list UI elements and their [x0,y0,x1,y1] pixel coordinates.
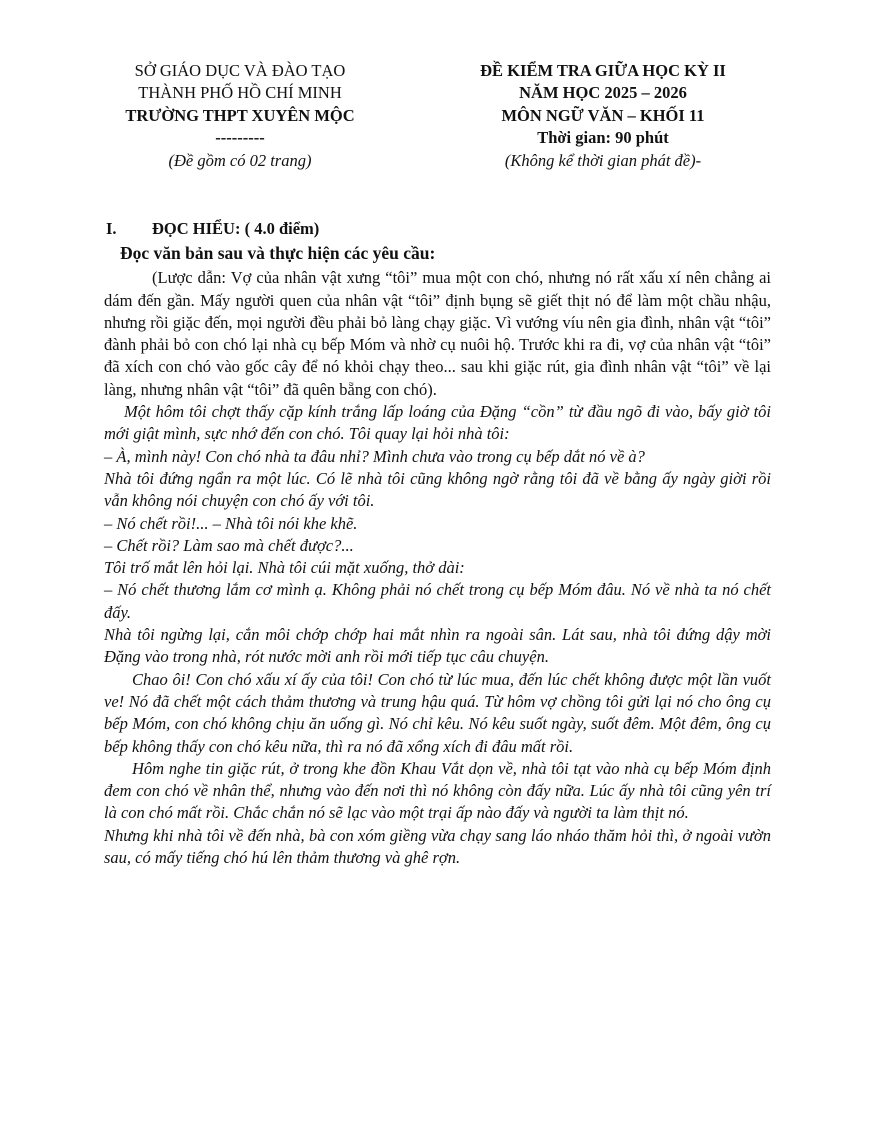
passage-paragraph: Một hôm tôi chợt thấy cặp kính trắng lấp loáng của Đặng “cồn” từ đầu ngõ đi vào, bấy giờ tôi mới giật mình, sực nhớ đến con chó. Tôi quay lại hỏi nhà tôi: [104,402,771,444]
passage-paragraph: Nhà tôi ngừng lại, cắn môi chớp chớp hai mắt nhìn ra ngoài sân. Lát sau, nhà tôi đứng dậy mời Đặng vào trong nhà, rót nước mời anh rồi mới tiếp tục câu chuyện. [104,625,771,667]
passage-paragraph: Nhưng khi nhà tôi về đến nhà, bà con xóm giềng vừa chạy sang láo nháo thăm hỏi thì, ở ngoài vườn sau, có mấy tiếng chó hú lên thảm thương và ghê rợn. [104,825,771,868]
exam-title: ĐỀ KIỂM TRA GIỮA HỌC KỲ II [480,61,726,80]
passage-paragraph: – Nó chết thương lắm cơ mình ạ. Không phải nó chết trong cụ bếp Móm đâu. Nó về nhà ta nó chết đấy. [104,580,771,622]
city-name: THÀNH PHỐ HỒ CHÍ MINH [138,83,342,103]
exam-header [0,60,875,190]
passage-summary: (Lược dẫn: Vợ của nhân vật xưng “tôi” mua một con chó, nhưng nó rất xấu xí nên chẳng ai dám đến gần. Mấy người quen của nhân vật “tôi” định bụng sẽ giết thịt nó để làm một chầu nhậu, nhưng rồi giặc đến, mọi người đều phải bỏ làng chạy giặc. Vì vướng víu nên gia đình, nhân vật “tôi” đành phải bỏ con chó lại nhà cụ bếp Móm và nhờ cụ nuôi hộ. Trước khi ra đi, vợ của nhân vật “tôi” đã xích con chó vào gốc cây để nó khỏi chạy theo... sau khi giặc rút, gia đình nhân vật “tôi” về lại làng, nhưng nhân vật “tôi” đã quên bẵng con chó). [104,268,771,399]
exam-info [438,60,768,172]
passage-paragraph: Chao ôi! Con chó xấu xí ấy của tôi! Con chó từ lúc mua, đến lúc chết không được một lần vuốt ve! Nó đã chết một cách thảm thương và trung hậu quá. Từ hôm vợ chồng tôi gửi lại nó cho ông cụ bếp Móm, con chó không chịu ăn uống gì. Nó chỉ kêu. Nó kêu suốt ngày, suốt đêm. Một đêm, ông cụ bếp không thấy con chó kêu nữa, thì ra nó đã xổng xích đi đâu mất rồi. [104,669,771,756]
header-divider: --------- [215,128,265,148]
passage-paragraph: Hôm nghe tin giặc rút, ở trong khe đồn Khau Vắt dọn về, nhà tôi tạt vào nhà cụ bếp Móm định đem con chó về nhân thể, nhưng vào đến nơi thì nó không còn đấy nữa. Lúc ấy nhà tôi cũng yên trí là con chó mất rồi. Chắc chắn nó sẽ lạc vào một trại ấp nào đấy và người ta làm thịt nó. [104,758,771,823]
subject-grade: MÔN NGỮ VĂN – KHỐI 11 [501,105,705,125]
exam-duration: Thời gian: 90 phút [537,128,669,148]
school-info [95,60,385,172]
school-name: TRƯỜNG THPT XUYÊN MỘC [125,105,355,125]
school-year: NĂM HỌC 2025 – 2026 [519,83,687,103]
section-title: ĐỌC HIỂU: ( 4.0 điểm) [152,219,320,238]
passage-paragraph: – À, mình này! Con chó nhà ta đâu nhỉ? Mình chưa vào trong cụ bếp dắt nó về à? [104,446,645,466]
passage-paragraph: Nhà tôi đứng ngẩn ra một lúc. Có lẽ nhà tôi cũng không ngờ rằng tôi đã về bằng ấy ngày giời rồi vẫn không nói chuyện con chó ấy với tôi. [104,468,771,511]
exam-content [104,218,771,869]
page-count-note: (Đề gồm có 02 trang) [168,150,312,170]
passage-paragraph: – Nó chết rồi!... – Nhà tôi nói khe khẽ. [104,513,358,533]
passage-paragraph: Tôi trố mắt lên hỏi lại. Nhà tôi cúi mặt xuống, thở dài: [104,558,465,578]
department-name: SỞ GIÁO DỤC VÀ ĐÀO TẠO [134,61,346,80]
section-number: I. [106,219,117,238]
passage-paragraph: – Chết rồi? Làm sao mà chết được?... [104,535,354,555]
section-instruction: Đọc văn bản sau và thực hiện các yêu cầu: [120,243,436,264]
duration-note: (Không kể thời gian phát đề)- [504,150,702,170]
section-heading [104,218,771,240]
